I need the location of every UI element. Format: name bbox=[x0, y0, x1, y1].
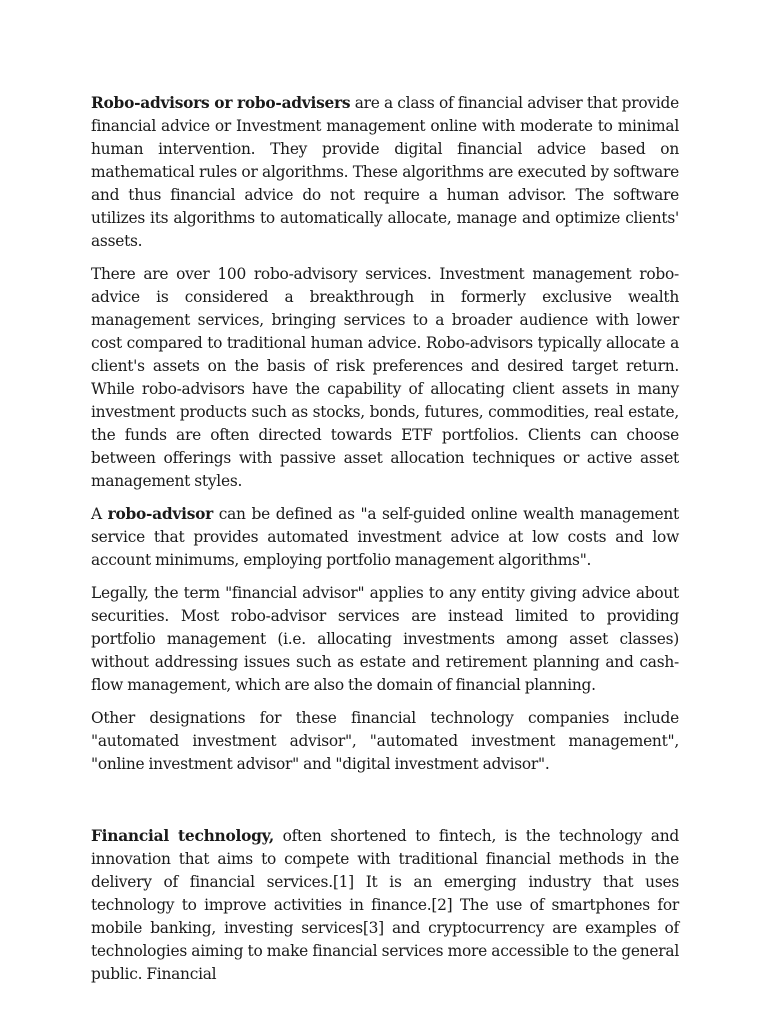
paragraph-robo-advisor-definition bbox=[91, 503, 679, 572]
paragraph-text: are a class of financial adviser that provide financial advice or Investment management online with moderate to minimal human intervention. They provide digital financial advice based on mathematical rules or algorithms. These algorithms are executed by software and thus financial advice do not require a human advisor. The software utilizes its algorithms to automatically allocate, manage and optimize clients' assets. bbox=[91, 94, 679, 250]
paragraph-text: can be defined as "a self-guided online wealth management service that provides automated investment advice at low costs and low account minimums, employing portfolio management algorithms". bbox=[91, 505, 679, 569]
paragraph-financial-technology bbox=[91, 825, 679, 986]
term-financial-technology: Financial technology, bbox=[91, 827, 274, 845]
paragraph-other-designations bbox=[91, 707, 679, 776]
paragraph-robo-advisory-services bbox=[91, 263, 679, 493]
paragraph-text: often shortened to fintech, is the technology and innovation that aims to compete with traditional financial methods in the delivery of financial services.[1] It is an emerging industry that uses technology to improve activities in finance.[2] The use of smartphones for mobile banking, investing services[3] and cryptocurrency are examples of technologies aiming to make financial services more accessible to the general public. Financial bbox=[91, 827, 679, 983]
paragraph-text: Other designations for these financial technology companies include "automated investment advisor", "automated investment management", "online investment advisor" and "digital investment advisor". bbox=[91, 709, 679, 773]
section-spacer bbox=[91, 786, 679, 825]
document-page bbox=[91, 92, 679, 996]
term-robo-advisor: robo-advisor bbox=[107, 505, 213, 523]
paragraph-text: Legally, the term "financial advisor" applies to any entity giving advice about securities. Most robo-advisor services are instead limited to providing portfolio management (i.e. allocating investments among asset classes) without addressing issues such as estate and retirement planning and cash-flow management, which are also the domain of financial planning. bbox=[91, 584, 679, 694]
term-robo-advisors: Robo-advisors or robo-advisers bbox=[91, 94, 351, 112]
paragraph-legal-definition bbox=[91, 582, 679, 697]
paragraph-prefix: A bbox=[91, 505, 108, 523]
paragraph-robo-advisors-intro bbox=[91, 92, 679, 253]
paragraph-text: There are over 100 robo-advisory services. Investment management robo-advice is considered a breakthrough in formerly exclusive wealth management services, bringing services to a broader audience with lower cost compared to traditional human advice. Robo-advisors typically allocate a client's assets on the basis of risk preferences and desired target return. While robo-advisors have the capability of allocating client assets in many investment products such as stocks, bonds, futures, commodities, real estate, the funds are often directed towards ETF portfolios. Clients can choose between offerings with passive asset allocation techniques or active asset management styles. bbox=[91, 265, 679, 490]
